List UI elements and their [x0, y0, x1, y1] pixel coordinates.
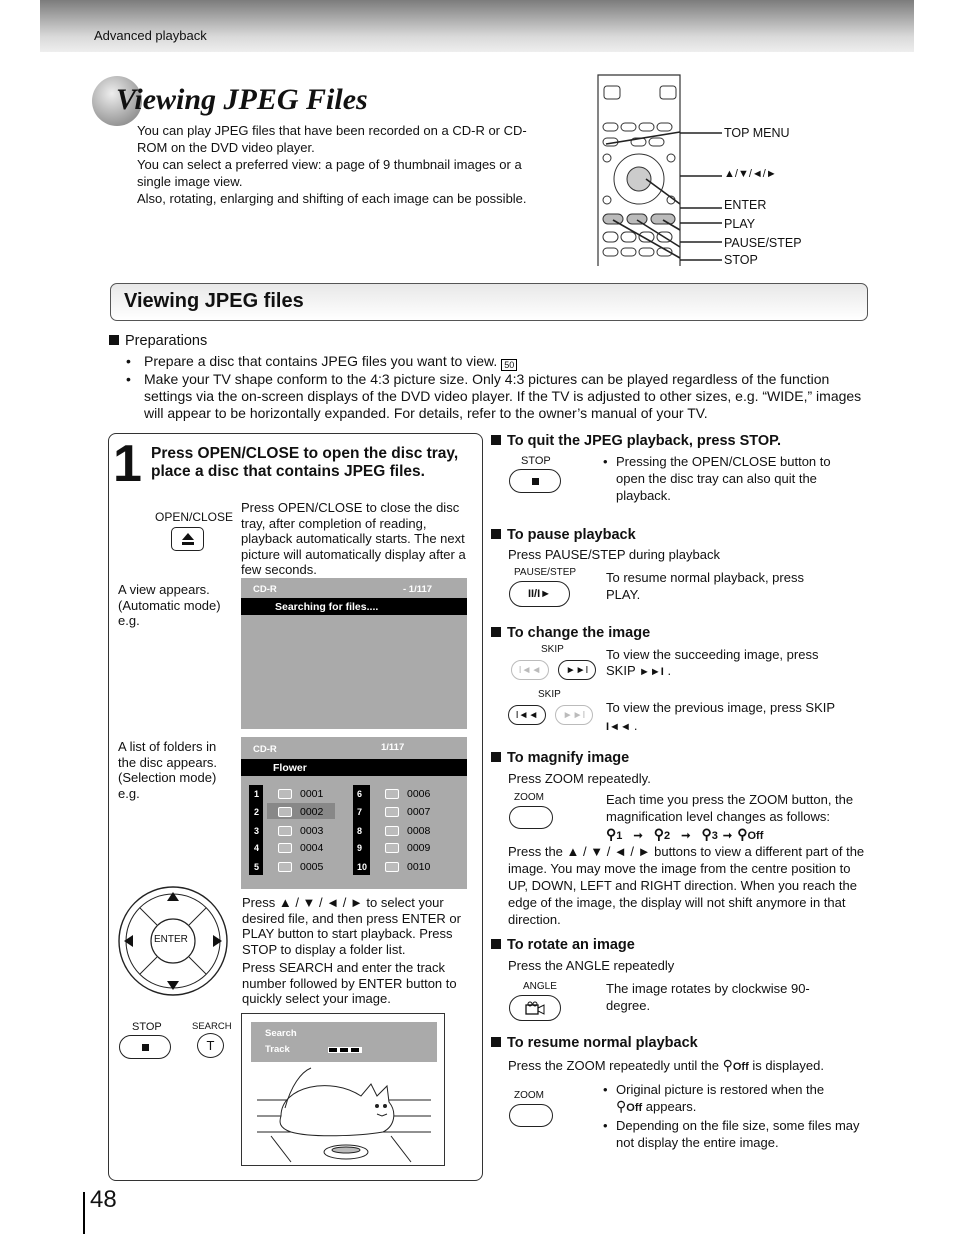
- image-thumbnail-icon[interactable]: [278, 826, 292, 836]
- pause-note-play: PLAY.: [606, 587, 641, 602]
- file-index: 1: [254, 789, 260, 799]
- arrow-right-icon: ➞: [681, 830, 691, 842]
- screen-disc-label: CD-R: [253, 744, 277, 755]
- file-name[interactable]: 0008: [407, 825, 431, 837]
- screen-selection-mode: [241, 737, 467, 889]
- file-name[interactable]: 0001: [300, 788, 324, 800]
- file-index: 10: [357, 862, 368, 872]
- zoom-label: ZOOM: [514, 792, 544, 803]
- track-input-field[interactable]: [328, 1047, 362, 1053]
- zoom-button[interactable]: [509, 806, 553, 829]
- file-name[interactable]: 0009: [407, 842, 431, 854]
- resume-heading: [491, 1035, 698, 1051]
- quit-note-text: Pressing the OPEN/CLOSE button to open the disc tray can also quit the playback.: [616, 454, 831, 503]
- square-bullet-icon: [491, 435, 501, 445]
- skip-back-icon: I◄◄: [518, 664, 542, 676]
- file-name[interactable]: 0004: [300, 842, 324, 854]
- page-number: 48: [90, 1186, 117, 1213]
- pause-step-button[interactable]: [509, 581, 570, 607]
- label-top-menu: TOP MENU: [724, 126, 790, 140]
- zoom-label-2: ZOOM: [514, 1090, 544, 1101]
- skip-forward-button-disabled: [555, 705, 593, 725]
- list-item: [126, 353, 866, 371]
- auto-mode-caption: A view appears. (Automatic mode) e.g.: [118, 582, 221, 629]
- stop-label: STOP: [132, 1021, 162, 1033]
- file-index: 3: [254, 826, 260, 836]
- label-enter: ENTER: [724, 198, 767, 212]
- page-number-rule: [83, 1192, 85, 1234]
- pause-note: To resume normal playback, press: [606, 570, 804, 585]
- pause-step-icon: II/I►: [527, 588, 552, 600]
- square-bullet-icon: [109, 335, 119, 345]
- magnify-heading: [491, 750, 629, 766]
- zoom-off-label: Off: [732, 1061, 749, 1073]
- selection-mode-caption: A list of folders in the disc appears. (Selection mode) e.g.: [118, 739, 218, 801]
- pause-heading-text: To pause playback: [507, 527, 636, 543]
- square-bullet-icon: [491, 529, 501, 539]
- square-bullet-icon: [491, 627, 501, 637]
- angle-button[interactable]: [509, 995, 561, 1021]
- pause-text: Press PAUSE/STEP during playback: [508, 547, 720, 562]
- file-index: 6: [357, 789, 363, 799]
- search-label: SEARCH: [192, 1021, 232, 1032]
- image-thumbnail-icon[interactable]: [385, 826, 399, 836]
- magnify-text: Press ZOOM repeatedly.: [508, 771, 651, 786]
- skip-label-prev: SKIP: [538, 689, 561, 700]
- screen-disc-label: CD-R: [253, 584, 277, 595]
- label-pause-step: PAUSE/STEP: [724, 236, 802, 250]
- zoom-level: 3: [711, 830, 718, 842]
- file-index: 5: [254, 862, 260, 872]
- skip-back-button-disabled: [511, 660, 549, 680]
- resume-heading-text: To resume normal playback: [507, 1035, 698, 1051]
- file-index: 8: [357, 826, 363, 836]
- arrow-right-icon: ➞: [722, 830, 733, 842]
- header-bar: [40, 0, 914, 52]
- change-heading-text: To change the image: [507, 625, 651, 641]
- camera-icon: [525, 1001, 545, 1015]
- rotate-heading-text: To rotate an image: [507, 937, 635, 953]
- remote-control-illustration: [594, 72, 686, 268]
- rotate-text: Press the ANGLE repeatedly: [508, 958, 675, 973]
- list-item: • Make your TV shape conform to the 4:3 picture size. Only 4:3 pictures can be played regardless of the function settings via the on-screen displays of the DVD video player. If the TV is adjusted to other sizes, e.g. “WIDE,” images will appear to be horizontally expanded. For details, refer to the owner’s manual of your TV.: [126, 371, 866, 422]
- zoom-off-label: Off: [626, 1102, 643, 1114]
- magnifier-icon: ⚲: [737, 826, 748, 842]
- file-index: 9: [357, 843, 363, 853]
- file-index: 7: [357, 807, 363, 817]
- square-bullet-icon: [491, 939, 501, 949]
- quit-note: • Pressing the OPEN/CLOSE button to open the disc tray can also quit the playback.: [603, 454, 831, 503]
- image-thumbnail-icon[interactable]: [278, 862, 292, 872]
- track-label-on-screen: Track: [265, 1044, 290, 1055]
- magnifier-icon: ⚲: [701, 826, 712, 842]
- zoom-button-2[interactable]: [509, 1104, 553, 1127]
- enter-label[interactable]: ENTER: [154, 934, 188, 945]
- resume-text: [508, 1057, 824, 1076]
- magnify-heading-text: To magnify image: [507, 750, 630, 766]
- resume-note-1: • Original picture is restored when the ⚲Off appears.: [603, 1082, 825, 1114]
- skip-next-text: SKIP: [606, 663, 636, 678]
- step-number: 1: [113, 435, 142, 493]
- label-arrows: ▲/▼/◄/►: [724, 168, 777, 180]
- file-name[interactable]: 0005: [300, 861, 324, 873]
- quit-heading: [491, 433, 781, 449]
- resume-note-2: • Depending on the file size, some files may not display the entire image.: [603, 1118, 860, 1150]
- zoom-level: 2: [664, 830, 671, 842]
- skip-back-button[interactable]: [508, 705, 546, 725]
- intro-line: Also, rotating, enlarging and shifting of each image can be possible.: [137, 191, 527, 206]
- intro-line: You can play JPEG files that have been recorded on a CD-R or CD-ROM on the DVD video player.: [137, 123, 527, 155]
- arrow-right-icon: ➞: [633, 830, 643, 842]
- change-heading: [491, 625, 650, 641]
- file-name[interactable]: 0002: [300, 806, 324, 818]
- section-label: Advanced playback: [94, 28, 207, 43]
- page-title: Viewing JPEG Files: [116, 83, 368, 116]
- screen-counter: 1/117: [381, 742, 405, 753]
- image-thumbnail-icon[interactable]: [385, 807, 399, 817]
- skip-back-icon: I◄◄: [515, 709, 539, 721]
- screen-counter: - 1/117: [403, 584, 433, 595]
- preparations-heading: [109, 333, 207, 349]
- magnifier-icon: ⚲: [653, 826, 664, 842]
- magnifier-icon: ⚲: [606, 826, 617, 842]
- resume-note-2-text: Depending on the file size, some files may not display the entire image.: [616, 1118, 860, 1150]
- image-thumbnail-icon[interactable]: [385, 789, 399, 799]
- skip-label-next: SKIP: [541, 644, 564, 655]
- skip-forward-button[interactable]: [558, 660, 596, 680]
- resume-text-1: Press the ZOOM repeatedly until the: [508, 1058, 719, 1073]
- page-ref-badge: 50: [501, 359, 517, 371]
- search-label-on-screen: Search: [265, 1028, 297, 1039]
- square-bullet-icon: [491, 1037, 501, 1047]
- skip-forward-icon: ►►I: [562, 709, 586, 721]
- pause-step-label: PAUSE/STEP: [514, 567, 577, 578]
- file-name[interactable]: 0010: [407, 861, 431, 873]
- cat-picture: [251, 1066, 437, 1164]
- stop-button-right[interactable]: [509, 469, 561, 493]
- step-title: Press OPEN/CLOSE to open the disc tray, place a disc that contains JPEG files.: [151, 445, 459, 480]
- select-description: Press ▲ / ▼ / ◄ / ► to select your desired file, and then press ENTER or PLAY button to start playback. Press STOP to display a folder list.: [242, 895, 461, 957]
- image-thumbnail-icon[interactable]: [385, 843, 399, 853]
- skip-forward-icon: ►►I: [565, 664, 589, 676]
- resume-note-1a: Original picture is restored when the: [616, 1082, 825, 1097]
- zoom-level: 1: [616, 830, 623, 842]
- resume-note-1b: appears.: [645, 1099, 697, 1114]
- search-button[interactable]: T: [197, 1033, 224, 1058]
- magnifier-icon: ⚲: [616, 1098, 627, 1114]
- search-panel: [251, 1022, 437, 1062]
- angle-label: ANGLE: [523, 981, 557, 992]
- magnify-description: Each time you press the ZOOM button, the magnification level changes as follows:: [606, 792, 854, 824]
- file-index: 2: [254, 807, 260, 817]
- skip-next-note-2: SKIP ►►I .: [606, 663, 672, 678]
- resume-text-2: is displayed.: [752, 1058, 824, 1073]
- zoom-level-sequence: [606, 826, 763, 843]
- square-bullet-icon: [491, 752, 501, 762]
- stop-icon: [532, 478, 539, 485]
- remote-callout-lines: [680, 120, 726, 270]
- magnifier-icon: ⚲: [722, 1057, 733, 1073]
- folder-name-bar: Flower: [241, 759, 467, 776]
- pause-heading: [491, 527, 636, 543]
- open-close-description: Press OPEN/CLOSE to close the disc tray, after completion of reading, playback automatically starts. The next picture will automatically display after a few seconds.: [241, 500, 466, 578]
- file-index: 4: [254, 843, 260, 853]
- skip-forward-icon: ►►I: [639, 666, 664, 678]
- subheading: Viewing JPEG files: [124, 290, 304, 312]
- preparations-heading-text: Preparations: [125, 333, 208, 349]
- image-thumbnail-icon[interactable]: [278, 807, 292, 817]
- preparations-list: [126, 353, 866, 422]
- stop-label-right: STOP: [521, 455, 551, 467]
- file-name[interactable]: 0003: [300, 825, 324, 837]
- skip-back-icon: I◄◄ .: [606, 718, 638, 733]
- quit-heading-text: To quit the JPEG playback, press STOP.: [507, 433, 781, 449]
- screen-status-bar: Searching for files....: [241, 598, 467, 615]
- label-stop: STOP: [724, 253, 758, 267]
- screen-search: [241, 1013, 445, 1166]
- image-thumbnail-icon[interactable]: [385, 862, 399, 872]
- search-description: Press SEARCH and enter the track number followed by ENTER button to quickly select your image.: [242, 960, 457, 1007]
- skip-prev-note: To view the previous image, press SKIP: [606, 700, 836, 715]
- rotate-heading: [491, 937, 635, 953]
- image-thumbnail-icon[interactable]: [278, 789, 292, 799]
- stop-icon: [142, 1044, 149, 1051]
- prep-item-text: Prepare a disc that contains JPEG files you want to view.: [144, 353, 498, 369]
- file-name[interactable]: 0007: [407, 806, 431, 818]
- magnify-description-2: Press the ▲ / ▼ / ◄ / ► buttons to view a different part of the image. You may move the image from the centre position to UP, DOWN, LEFT and RIGHT direction. When you reach the edge of the image, the display will not shift anymore in that direction.: [508, 844, 865, 927]
- stop-button[interactable]: [119, 1035, 171, 1059]
- image-thumbnail-icon[interactable]: [278, 843, 292, 853]
- intro-line: You can select a preferred view: a page of 9 thumbnail images or a single image view.: [137, 157, 522, 189]
- label-play: PLAY: [724, 217, 756, 231]
- file-name[interactable]: 0006: [407, 788, 431, 800]
- zoom-level: Off: [747, 830, 764, 842]
- screen-automatic-mode: [241, 578, 467, 729]
- skip-next-note: To view the succeeding image, press: [606, 647, 819, 662]
- intro-text: [137, 122, 532, 207]
- rotate-description: The image rotates by clockwise 90-degree.: [606, 981, 810, 1013]
- eject-icon: [181, 532, 195, 546]
- open-close-label: OPEN/CLOSE: [155, 510, 234, 524]
- open-close-button[interactable]: [171, 527, 204, 551]
